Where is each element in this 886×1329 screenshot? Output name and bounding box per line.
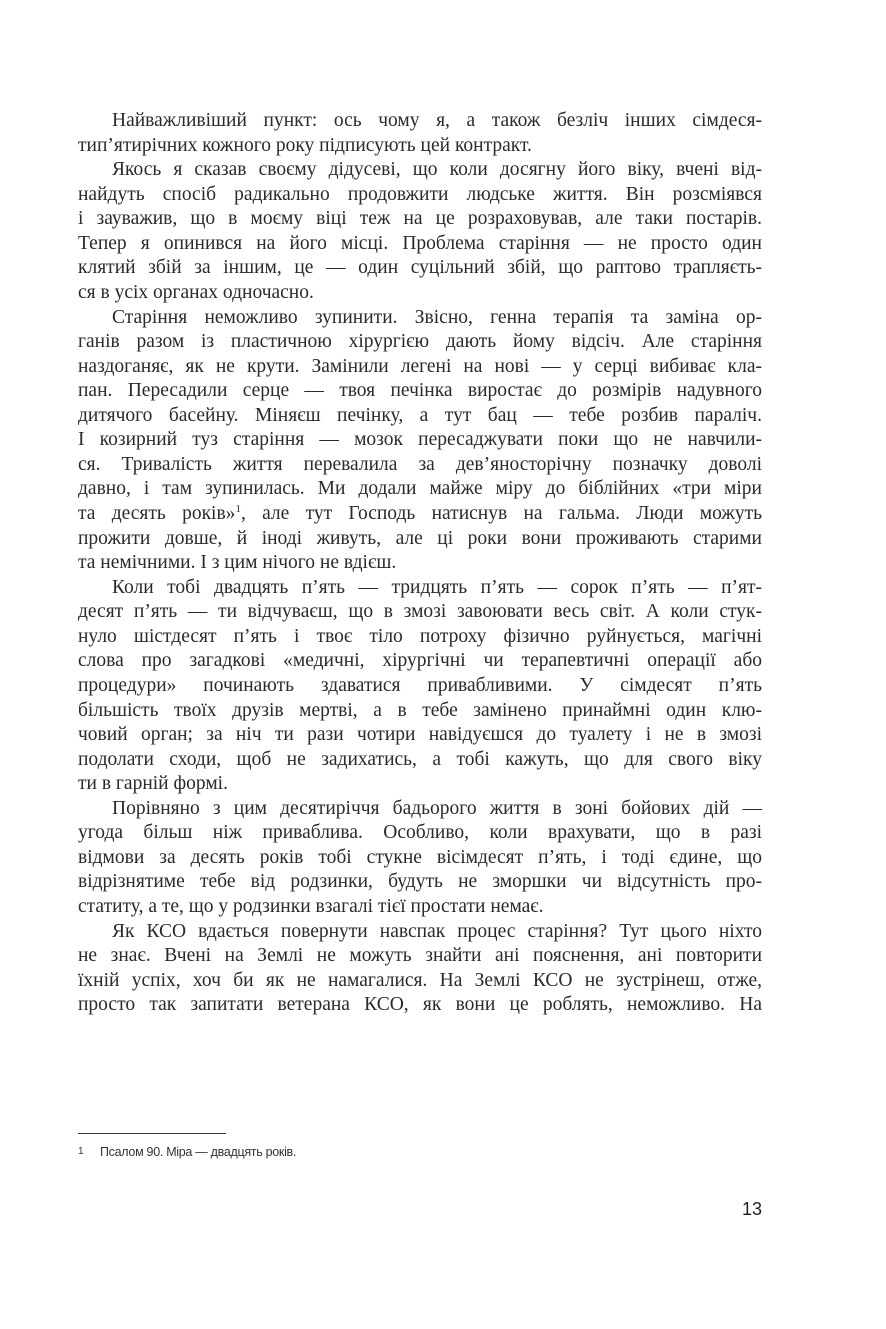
text-line: човий орган; за ніч ти рази чотири навідуєшся до туалету і не в змозі xyxy=(78,724,762,746)
footnote-divider xyxy=(78,1133,226,1134)
text-line: і зауважив, що в моєму віці теж на це розраховував, але таки постарів. xyxy=(78,208,762,230)
text-line: тип’ятирічних кожного року підписують цей контракт. xyxy=(78,134,532,156)
text-line: дитячого басейну. Міняєш печінку, а тут бац — тебе розбив параліч. xyxy=(78,404,762,426)
paragraph xyxy=(78,797,762,920)
text-line: Тепер я опинився на його місці. Проблема старіння — не просто один xyxy=(78,232,762,254)
text-line: угода більш ніж приваблива. Особливо, коли врахувати, що в разі xyxy=(78,822,762,844)
footnote-reference[interactable]: 1 xyxy=(235,503,241,515)
text-line: та немічними. І з цим нічого не вдієш. xyxy=(78,552,397,574)
text-line: давно, і там зупинилась. Ми додали майже міру до біблійних «три міри xyxy=(78,478,762,500)
text-line: наздоганяє, як не крути. Замінили легені на нові — у серці вибиває кла- xyxy=(78,355,762,377)
footnote xyxy=(78,1145,296,1159)
footnote-text: Псалом 90. Міра — двадцять років. xyxy=(100,1145,297,1159)
text-line: просто так запитати ветерана КСО, як вони це роблять, неможливо. На xyxy=(78,994,762,1016)
text-line: найдуть спосіб радикально продовжити людське життя. Він розсміявся xyxy=(78,183,762,205)
footnote-number: 1 xyxy=(78,1146,84,1157)
text-line: Порівняно з цим десятиріччя бадьорого життя в зоні бойових дій — xyxy=(112,797,762,819)
paragraph xyxy=(78,158,762,305)
text-line: ти в гарній формі. xyxy=(78,773,228,795)
text-line: відрізнятиме тебе від родзинки, будуть не зморшки чи відсутність про- xyxy=(78,871,762,893)
body-text xyxy=(78,109,762,1018)
text-line: процедури» починають здаватися привабливими. У сімдесят п’ять xyxy=(78,674,762,696)
paragraph xyxy=(78,576,762,797)
paragraph xyxy=(78,109,762,158)
text-line: слова про загадкові «медичні, хірургічні чи терапевтичні операції або xyxy=(78,650,762,672)
text-line: статиту, а те, що у родзинки взагалі тієї простати немає. xyxy=(78,896,544,917)
line-segment: , але тут Господь натиснув на гальма. Люди можуть xyxy=(240,503,762,524)
text-line: їхній успіх, хоч би як не намагалися. На Землі КСО не зустрінеш, отже, xyxy=(78,969,762,991)
text-line: Старіння неможливо зупинити. Звісно, генна терапія та заміна ор- xyxy=(112,306,762,328)
text-line: Як КСО вдається повернути навспак процес старіння? Тут цього ніхто xyxy=(112,920,762,942)
text-line: нуло шістдесят п’ять і твоє тіло потроху фізично руйнується, магічні xyxy=(78,625,762,647)
text-line: клятий збій за іншим, це — один суцільний збій, що раптово трапляєть- xyxy=(78,257,762,279)
text-line: пан. Пересадили серце — твоя печінка виростає до розмірів надувного xyxy=(78,380,762,402)
page-number: 13 xyxy=(741,1199,762,1219)
text-line xyxy=(78,502,762,527)
text-line: не знає. Вчені на Землі не можуть знайти ані пояснення, ані повторити xyxy=(78,945,762,967)
paragraph xyxy=(78,920,762,1018)
paragraph xyxy=(78,306,762,576)
text-line: прожити довше, й іноді живуть, але ці роки вони проживають старими xyxy=(78,527,762,549)
text-line: ся. Тривалість життя перевалила за дев’яносторічну позначку доволі xyxy=(78,453,762,475)
text-line: ся в усіх органах одночасно. xyxy=(78,281,314,303)
text-line: Найважливіший пункт: ось чому я, а також безліч інших сімдеся- xyxy=(112,110,762,131)
text-line: Коли тобі двадцять п’ять — тридцять п’ять — сорок п’ять — п’ят- xyxy=(112,576,762,598)
text-line: більшість твоїх друзів мертві, а в тебе замінено принаймні один клю- xyxy=(78,699,762,721)
text-line: І козирний туз старіння — мозок пересаджувати поки що не навчили- xyxy=(78,429,762,451)
text-line: Якось я сказав своєму дідусеві, що коли досягну його віку, вчені від- xyxy=(112,159,762,181)
text-line: десят п’ять — ти відчуваєш, що в змозі завоювати весь світ. А коли стук- xyxy=(78,601,762,623)
text-line: ганів разом із пластичною хірургією дають йому відсіч. Але старіння xyxy=(78,331,762,353)
text-line: відмови за десять років тобі стукне вісімдесят п’ять, і тоді єдине, що xyxy=(78,846,762,868)
text-line: подолати сходи, щоб не задихатись, а тобі кажуть, що для свого віку xyxy=(78,748,762,770)
line-segment: та десять років» xyxy=(78,503,236,524)
